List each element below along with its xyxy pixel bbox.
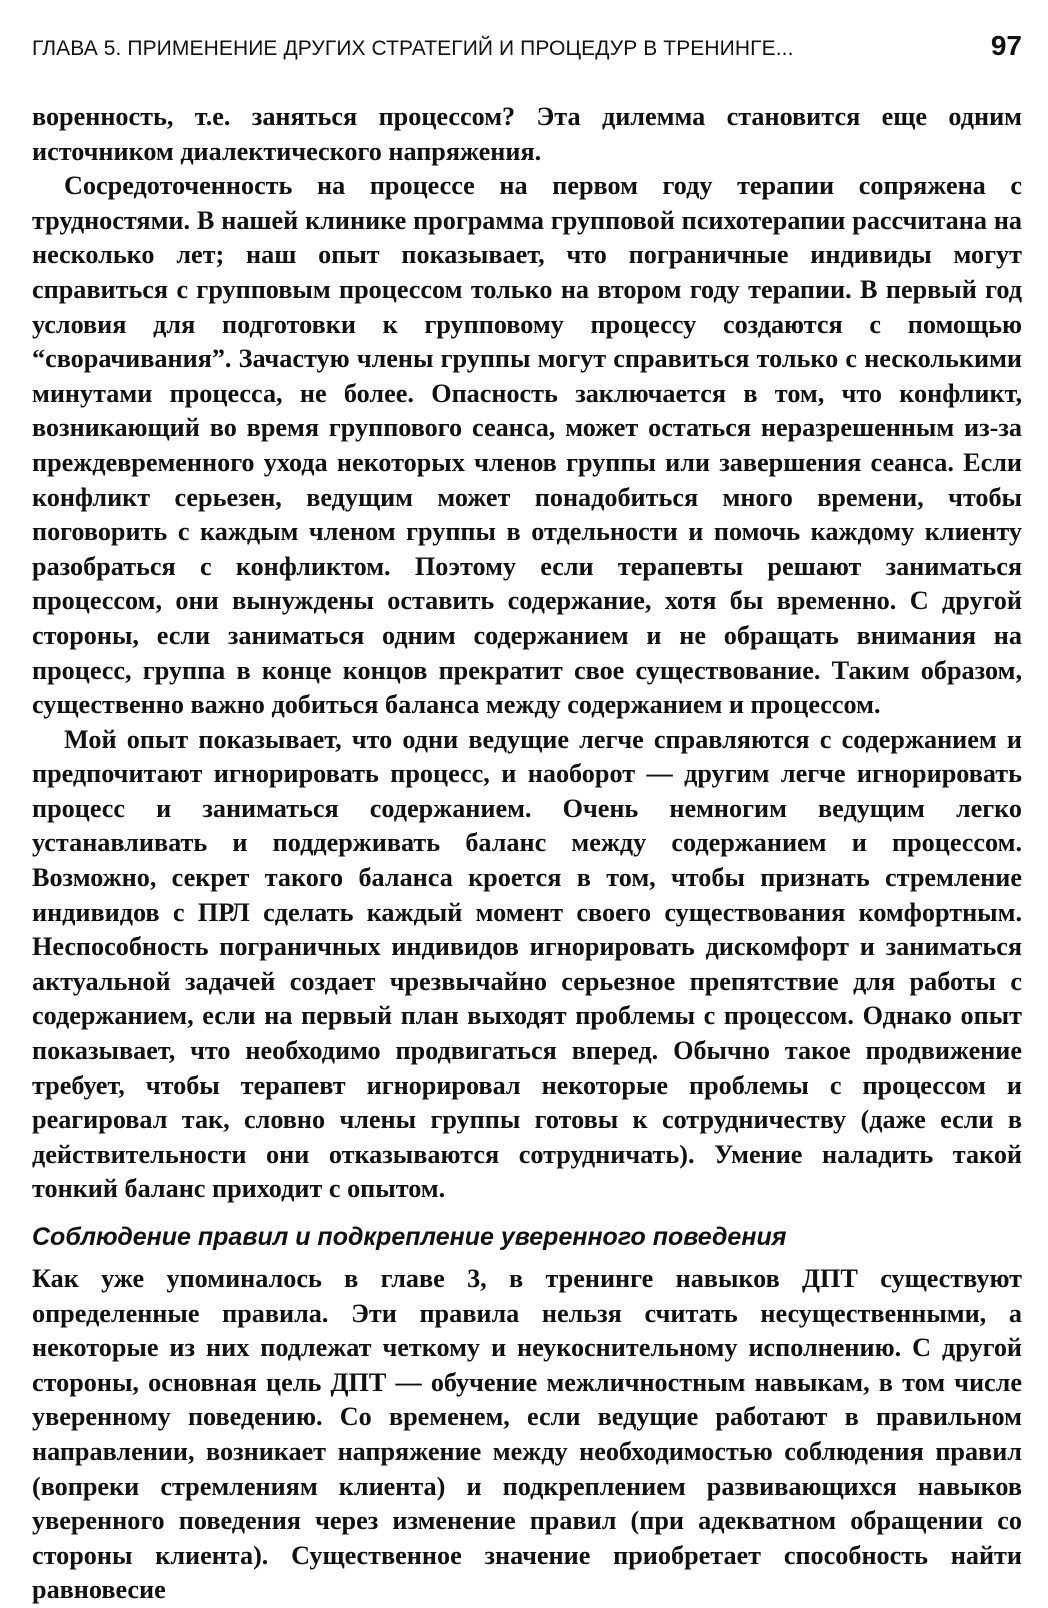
paragraph-rules-assertiveness: Как уже упоминалось в главе 3, в тренинге навыков ДПТ существуют определенные правила. Эти правила нельзя считать несущественными, а некоторые из них подлежат четкому и неукоснительному исполнению. С другой стороны, основная цель ДПТ — обучение межличностным навыкам, в том числе уверенному поведению. Со временем, если ведущие работают в правильном направлении, возникает напряжение между необходимостью соблюдения правил (вопреки стремлениям клиента) и подкреплением развивающихся навыков уверенного поведения через изменение правил (при адекватном обращении со стороны клиента). Существенное значение приобретает способность найти равновесие bbox=[32, 1264, 1022, 1605]
running-header bbox=[32, 30, 1022, 70]
paragraph-continued: воренность, т.е. заняться процессом? Эта дилемма становится еще одним источником диалектического напряжения. bbox=[32, 102, 1022, 166]
page-number: 97 bbox=[990, 30, 1022, 61]
book-page bbox=[32, 30, 1022, 1608]
body-text bbox=[32, 100, 1022, 1608]
paragraph-balance-experience: Мой опыт показывает, что одни ведущие легче справляются с содержанием и предпочитают игнорировать процесс, и наоборот — другим легче игнорировать процесс и заниматься содержанием. Очень немногим ведущим легко устанавливать и поддерживать баланс между содержанием и процессом. Возможно, секрет такого баланса кроется в том, чтобы признать стремление индивидов с ПРЛ сделать каждый момент своего существования комфортным. Неспособность пограничных индивидов игнорировать дискомфорт и заниматься актуальной задачей создает чрезвычайно серьезное препятствие для работы с содержанием, если на первый план выходят проблемы с процессом. Однако опыт показывает, что необходимо продвигаться вперед. Обычно такое продвижение требует, чтобы терапевт игнорировал некоторые проблемы с процессом и реагировал так, словно члены группы готовы к сотрудничеству (даже если в действительности они отказываются сотрудничать). Умение наладить такой тонкий баланс приходит с опытом. bbox=[32, 724, 1022, 1204]
section-heading: Соблюдение правил и подкрепление уверенного поведения bbox=[32, 1223, 787, 1251]
running-title: ГЛАВА 5. ПРИМЕНЕНИЕ ДРУГИХ СТРАТЕГИЙ И ПРОЦЕДУР В ТРЕНИНГЕ... bbox=[32, 37, 794, 60]
paragraph-process-focus: Сосредоточенность на процессе на первом году терапии сопряжена с трудностями. В нашей клинике программа групповой психотерапии рассчитана на несколько лет; наш опыт показывает, что пограничные индивиды могут справиться с групповым процессом только на втором году терапии. В первый год условия для подготовки к групповому процессу создаются с помощью “сворачивания”. Зачастую члены группы могут справиться только с несколькими минутами процесса, не более. Опасность заключается в том, что конфликт, возникающий во время группового сеанса, может остаться неразрешенным из-за преждевременного ухода некоторых членов группы или завершения сеанса. Если конфликт серьезен, ведущим может понадобиться много времени, чтобы поговорить с каждым членом группы в отдельности и помочь каждому клиенту разобраться с конфликтом. Поэтому если терапевты решают заниматься процессом, они вынуждены оставить содержание, хотя бы временно. С другой стороны, если заниматься одним содержанием и не обращать внимания на процесс, группа в конце концов прекратит свое существование. Таким образом, существенно важно добиться баланса между содержанием и процессом. bbox=[32, 171, 1022, 720]
